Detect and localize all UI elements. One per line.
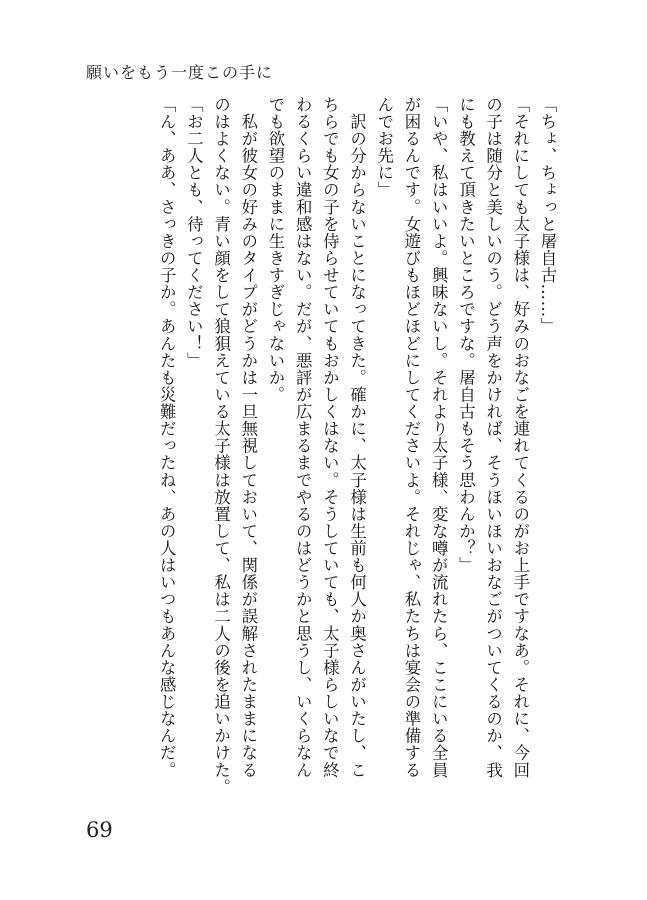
text-line: が困るんです。女遊びもほどほどにしてくださいよ。それじゃ、私たちは宴会の準備する [401,96,421,779]
text-line: 「ちょ、ちょっと屠自古……」 [538,96,557,335]
text-line: にも教えて頂きたいところですな。屠自古もそう思わんか？」 [456,96,476,574]
page-number: 69 [86,818,113,842]
vertical-body-text [73,96,561,796]
text-line: の子は随分と美しいのう。どう声をかければ、そうほいほいおなごがついてくるのか、我 [483,96,503,779]
running-header-title: 願いをもう一度この手に [86,63,274,82]
text-line: 「それにしても太子様は、好みのおなごを連れてくるのがお上手ですなあ。それに、今回 [510,96,530,779]
text-line: 私が彼女の好みのタイプがどうかは一旦無視しておいて、関係が誤解されたままになる [238,96,258,779]
text-line: のはよくない。青い顔をして狼狽えている太子様は放置して、私は二人の後を追いかけた。 [211,96,231,796]
text-line: ちらでも女の子を侍らせていてもおかしくはない。そうしていても、太子様らしいなで終 [320,96,340,779]
text-line: 「お二人とも、待ってください！」 [184,96,204,369]
text-line: んでお先に」 [374,96,394,199]
text-line: でも欲望のままに生きすぎじゃないか。 [265,96,285,404]
text-line: わるくらい違和感はない。だが、悪評が広まるまでやるのはどうかと思うし、いくらなん [293,96,313,779]
text-line: 「いや、私はいいよ。興味ないし。それより太子様、変な噂が流れたら、ここにいる全員 [429,96,449,779]
text-line: 訳の分からないことになってきた。確かに、太子様は生前も何人か奥さんがいたし、こ [347,96,367,779]
text-line: 「ん、ああ、さっきの子か。あんたも災難だったね、あの人はいつもあんな感じなんだ。 [157,96,177,779]
